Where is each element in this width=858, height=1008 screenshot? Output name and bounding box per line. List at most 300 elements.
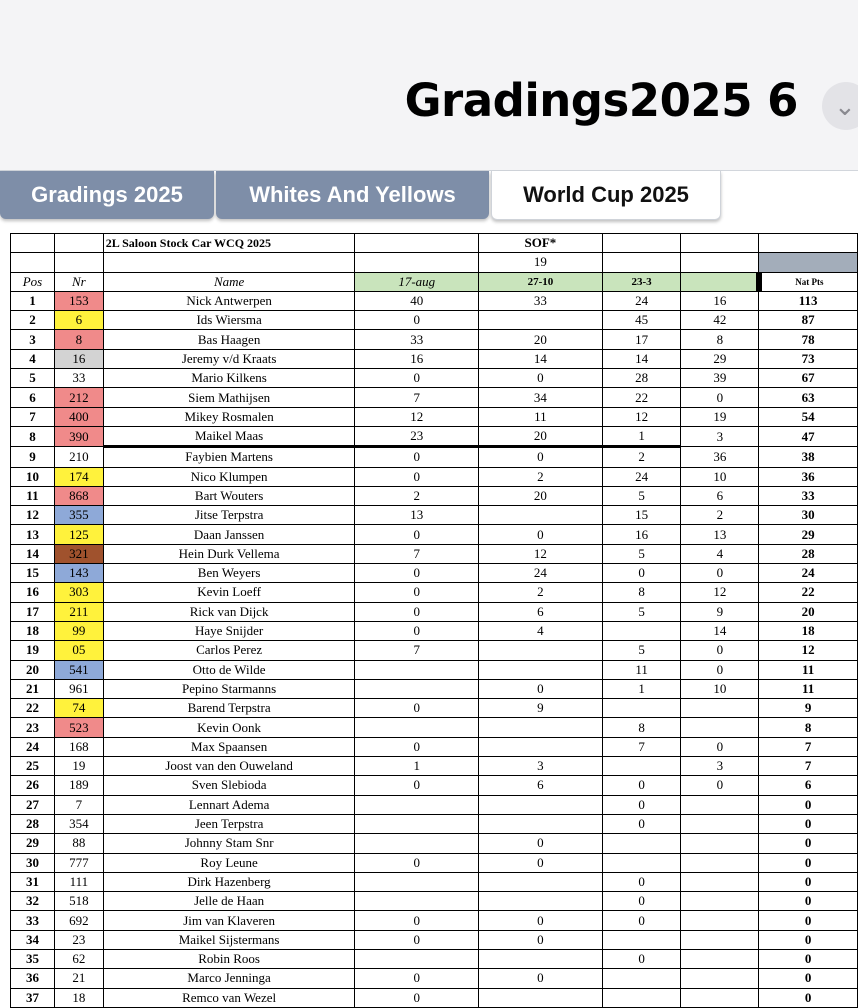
- cell-tot[interactable]: 12: [759, 641, 858, 660]
- cell-pos[interactable]: 5: [11, 369, 55, 388]
- cell-d4[interactable]: 0: [681, 388, 759, 407]
- cell-nr[interactable]: 6: [54, 311, 103, 330]
- cell-d1[interactable]: 2: [355, 486, 479, 505]
- cell-tot[interactable]: 47: [759, 426, 858, 446]
- tab-whites-and-yellows[interactable]: Whites And Yellows: [216, 171, 489, 219]
- cell-nr[interactable]: 168: [54, 737, 103, 756]
- cell-d4[interactable]: [681, 930, 759, 949]
- cell-d4[interactable]: 8: [681, 330, 759, 349]
- cell-pos[interactable]: 30: [11, 853, 55, 872]
- cell-name[interactable]: Faybien Martens: [103, 447, 355, 467]
- cell-tot[interactable]: 0: [759, 795, 858, 814]
- cell-d2[interactable]: [479, 872, 603, 891]
- cell-tot[interactable]: 36: [759, 467, 858, 486]
- cell-d1[interactable]: 0: [355, 447, 479, 467]
- cell-d2[interactable]: 6: [479, 602, 603, 621]
- cell-d4[interactable]: [681, 969, 759, 988]
- cell-d4[interactable]: [681, 795, 759, 814]
- cell-d3[interactable]: [602, 988, 681, 1007]
- cell-d1[interactable]: 12: [355, 407, 479, 426]
- cell-d4[interactable]: 39: [681, 369, 759, 388]
- cell-d4[interactable]: 9: [681, 602, 759, 621]
- cell-d2[interactable]: 34: [479, 388, 603, 407]
- cell-tot[interactable]: 28: [759, 544, 858, 563]
- cell-d3[interactable]: 0: [602, 795, 681, 814]
- cell-d2[interactable]: 11: [479, 407, 603, 426]
- cell-nr[interactable]: 111: [54, 872, 103, 891]
- cell-d2[interactable]: 3: [479, 757, 603, 776]
- cell-pos[interactable]: 34: [11, 930, 55, 949]
- cell-d3[interactable]: 17: [602, 330, 681, 349]
- cell-d1[interactable]: 23: [355, 426, 479, 446]
- cell-tot[interactable]: 78: [759, 330, 858, 349]
- cell-pos[interactable]: 13: [11, 525, 55, 544]
- header-nat-pts[interactable]: Nat Pts: [759, 272, 858, 291]
- cell-name[interactable]: Barend Terpstra: [103, 699, 355, 718]
- cell-d4[interactable]: [681, 892, 759, 911]
- cell-tot[interactable]: 20: [759, 602, 858, 621]
- cell-d3[interactable]: 1: [602, 679, 681, 698]
- cell-d1[interactable]: 0: [355, 564, 479, 583]
- cell-pos[interactable]: 22: [11, 699, 55, 718]
- cell-tot[interactable]: 87: [759, 311, 858, 330]
- cell-name[interactable]: Jeen Terpstra: [103, 814, 355, 833]
- cell-d2[interactable]: 0: [479, 525, 603, 544]
- cell-tot[interactable]: 11: [759, 679, 858, 698]
- cell-tot[interactable]: 7: [759, 737, 858, 756]
- cell-name[interactable]: Haye Snijder: [103, 621, 355, 640]
- cell-pos[interactable]: 11: [11, 486, 55, 505]
- cell-nr[interactable]: 303: [54, 583, 103, 602]
- cell-pos[interactable]: 20: [11, 660, 55, 679]
- cell-d2[interactable]: 0: [479, 969, 603, 988]
- cell-d3[interactable]: 5: [602, 486, 681, 505]
- cell-nr[interactable]: 212: [54, 388, 103, 407]
- cell-name[interactable]: Jim van Klaveren: [103, 911, 355, 930]
- cell-nr[interactable]: 400: [54, 407, 103, 426]
- cell-tot[interactable]: 38: [759, 447, 858, 467]
- cell-d2[interactable]: 4: [479, 621, 603, 640]
- cell-pos[interactable]: 8: [11, 426, 55, 446]
- cell-d1[interactable]: 7: [355, 544, 479, 563]
- cell-pos[interactable]: 12: [11, 506, 55, 525]
- cell-d1[interactable]: 0: [355, 911, 479, 930]
- header-nr[interactable]: Nr: [54, 272, 103, 291]
- sof-label[interactable]: SOF*: [479, 234, 603, 253]
- cell-pos[interactable]: 2: [11, 311, 55, 330]
- cell-tot[interactable]: 54: [759, 407, 858, 426]
- cell-pos[interactable]: 32: [11, 892, 55, 911]
- cell-d4[interactable]: [681, 911, 759, 930]
- cell-d3[interactable]: 0: [602, 911, 681, 930]
- cell-nr[interactable]: 354: [54, 814, 103, 833]
- cell-d1[interactable]: 13: [355, 506, 479, 525]
- cell-d2[interactable]: [479, 988, 603, 1007]
- cell-nr[interactable]: 62: [54, 949, 103, 968]
- cell-nr[interactable]: 74: [54, 699, 103, 718]
- cell-pos[interactable]: 29: [11, 834, 55, 853]
- cell-nr[interactable]: 143: [54, 564, 103, 583]
- cell-d3[interactable]: 0: [602, 564, 681, 583]
- header-pos[interactable]: Pos: [11, 272, 55, 291]
- cell-d4[interactable]: [681, 699, 759, 718]
- cell-d1[interactable]: 33: [355, 330, 479, 349]
- cell-nr[interactable]: 321: [54, 544, 103, 563]
- cell-d1[interactable]: [355, 660, 479, 679]
- cell-d4[interactable]: [681, 949, 759, 968]
- cell-d1[interactable]: [355, 679, 479, 698]
- cell-name[interactable]: Lennart Adema: [103, 795, 355, 814]
- cell-tot[interactable]: 0: [759, 930, 858, 949]
- cell-nr[interactable]: 18: [54, 988, 103, 1007]
- cell-nr[interactable]: 99: [54, 621, 103, 640]
- cell-nr[interactable]: 125: [54, 525, 103, 544]
- cell-d3[interactable]: 5: [602, 602, 681, 621]
- cell-d2[interactable]: [479, 892, 603, 911]
- cell-pos[interactable]: 17: [11, 602, 55, 621]
- cell-d4[interactable]: [681, 853, 759, 872]
- cell-tot[interactable]: 33: [759, 486, 858, 505]
- cell-d3[interactable]: 15: [602, 506, 681, 525]
- cell-d4[interactable]: 10: [681, 467, 759, 486]
- cell-d3[interactable]: 24: [602, 291, 681, 310]
- cell-pos[interactable]: 27: [11, 795, 55, 814]
- cell-name[interactable]: Siem Mathijsen: [103, 388, 355, 407]
- cell-d4[interactable]: 0: [681, 641, 759, 660]
- cell-pos[interactable]: 15: [11, 564, 55, 583]
- cell-d1[interactable]: 16: [355, 349, 479, 368]
- cell-d1[interactable]: 0: [355, 583, 479, 602]
- cell-d1[interactable]: 40: [355, 291, 479, 310]
- cell-pos[interactable]: 19: [11, 641, 55, 660]
- cell-d4[interactable]: 0: [681, 776, 759, 795]
- cell-pos[interactable]: 4: [11, 349, 55, 368]
- cell-tot[interactable]: 18: [759, 621, 858, 640]
- cell-d4[interactable]: 14: [681, 621, 759, 640]
- cell-d1[interactable]: [355, 949, 479, 968]
- cell-d3[interactable]: 5: [602, 544, 681, 563]
- cell-d2[interactable]: [479, 795, 603, 814]
- cell-d2[interactable]: 0: [479, 853, 603, 872]
- cell-d4[interactable]: 3: [681, 426, 759, 446]
- cell-nr[interactable]: 211: [54, 602, 103, 621]
- cell-tot[interactable]: 11: [759, 660, 858, 679]
- cell-nr[interactable]: 33: [54, 369, 103, 388]
- cell-d2[interactable]: 2: [479, 467, 603, 486]
- cell-d4[interactable]: [681, 718, 759, 737]
- cell-tot[interactable]: 8: [759, 718, 858, 737]
- cell-name[interactable]: Maikel Maas: [103, 426, 355, 446]
- cell-name[interactable]: Jeremy v/d Kraats: [103, 349, 355, 368]
- cell-name[interactable]: Maikel Sijstermans: [103, 930, 355, 949]
- header-date-4[interactable]: [681, 272, 759, 291]
- cell-nr[interactable]: 8: [54, 330, 103, 349]
- cell-d3[interactable]: 0: [602, 814, 681, 833]
- cell-d2[interactable]: 0: [479, 447, 603, 467]
- cell-d2[interactable]: 0: [479, 834, 603, 853]
- cell-tot[interactable]: 0: [759, 872, 858, 891]
- cell-name[interactable]: Pepino Starmanns: [103, 679, 355, 698]
- cell-name[interactable]: Robin Roos: [103, 949, 355, 968]
- cell-pos[interactable]: 3: [11, 330, 55, 349]
- cell-name[interactable]: Jitse Terpstra: [103, 506, 355, 525]
- cell-pos[interactable]: 16: [11, 583, 55, 602]
- cell-nr[interactable]: 355: [54, 506, 103, 525]
- cell-pos[interactable]: 18: [11, 621, 55, 640]
- cell-d4[interactable]: [681, 814, 759, 833]
- cell-d3[interactable]: 8: [602, 583, 681, 602]
- cell-d3[interactable]: 45: [602, 311, 681, 330]
- cell-d2[interactable]: [479, 506, 603, 525]
- cell-pos[interactable]: 9: [11, 447, 55, 467]
- cell-name[interactable]: Kevin Loeff: [103, 583, 355, 602]
- cell-tot[interactable]: 113: [759, 291, 858, 310]
- header-date-1[interactable]: 17-aug: [355, 272, 479, 291]
- cell-d1[interactable]: 0: [355, 969, 479, 988]
- cell-d1[interactable]: [355, 795, 479, 814]
- cell-d3[interactable]: 5: [602, 641, 681, 660]
- cell-tot[interactable]: 0: [759, 834, 858, 853]
- cell-name[interactable]: Bas Haagen: [103, 330, 355, 349]
- cell-d3[interactable]: 28: [602, 369, 681, 388]
- cell-tot[interactable]: 7: [759, 757, 858, 776]
- cell-name[interactable]: Max Spaansen: [103, 737, 355, 756]
- cell-tot[interactable]: 22: [759, 583, 858, 602]
- cell-d2[interactable]: 33: [479, 291, 603, 310]
- cell-d3[interactable]: 22: [602, 388, 681, 407]
- header-date-2[interactable]: 27-10: [479, 272, 603, 291]
- cell-tot[interactable]: 24: [759, 564, 858, 583]
- cell-name[interactable]: Joost van den Ouweland: [103, 757, 355, 776]
- cell-name[interactable]: Rick van Dijck: [103, 602, 355, 621]
- cell-d2[interactable]: 0: [479, 679, 603, 698]
- cell-d2[interactable]: [479, 949, 603, 968]
- cell-d1[interactable]: 0: [355, 930, 479, 949]
- cell-name[interactable]: Nico Klumpen: [103, 467, 355, 486]
- cell-pos[interactable]: 35: [11, 949, 55, 968]
- header-date-3[interactable]: 23-3: [602, 272, 681, 291]
- cell-d2[interactable]: [479, 814, 603, 833]
- cell-tot[interactable]: 0: [759, 988, 858, 1007]
- cell-nr[interactable]: 523: [54, 718, 103, 737]
- cell-pos[interactable]: 1: [11, 291, 55, 310]
- cell-d1[interactable]: 0: [355, 776, 479, 795]
- cell-d4[interactable]: 0: [681, 564, 759, 583]
- cell-d1[interactable]: 0: [355, 467, 479, 486]
- cell-name[interactable]: Bart Wouters: [103, 486, 355, 505]
- cell-name[interactable]: Nick Antwerpen: [103, 291, 355, 310]
- cell-nr[interactable]: 23: [54, 930, 103, 949]
- cell-d3[interactable]: 0: [602, 872, 681, 891]
- cell-d1[interactable]: 1: [355, 757, 479, 776]
- cell-pos[interactable]: 37: [11, 988, 55, 1007]
- cell-nr[interactable]: 189: [54, 776, 103, 795]
- cell-d1[interactable]: [355, 834, 479, 853]
- cell-tot[interactable]: 9: [759, 699, 858, 718]
- cell-d4[interactable]: 2: [681, 506, 759, 525]
- cell-d4[interactable]: 12: [681, 583, 759, 602]
- cell-d2[interactable]: [479, 641, 603, 660]
- cell-nr[interactable]: 541: [54, 660, 103, 679]
- sof-value[interactable]: 19: [479, 253, 603, 272]
- cell-tot[interactable]: 30: [759, 506, 858, 525]
- cell-name[interactable]: Ben Weyers: [103, 564, 355, 583]
- cell-d1[interactable]: 0: [355, 602, 479, 621]
- header-name[interactable]: Name: [103, 272, 355, 291]
- cell-d1[interactable]: 0: [355, 988, 479, 1007]
- cell-d3[interactable]: [602, 930, 681, 949]
- cell-nr[interactable]: 21: [54, 969, 103, 988]
- cell-nr[interactable]: 16: [54, 349, 103, 368]
- chevron-down-icon[interactable]: ⌄: [822, 82, 858, 130]
- cell-d4[interactable]: 36: [681, 447, 759, 467]
- cell-d2[interactable]: 0: [479, 911, 603, 930]
- cell-d4[interactable]: 0: [681, 660, 759, 679]
- cell-d1[interactable]: [355, 718, 479, 737]
- cell-tot[interactable]: 67: [759, 369, 858, 388]
- cell-name[interactable]: Jelle de Haan: [103, 892, 355, 911]
- cell-name[interactable]: Marco Jenninga: [103, 969, 355, 988]
- cell-nr[interactable]: 210: [54, 447, 103, 467]
- cell-nr[interactable]: 7: [54, 795, 103, 814]
- cell-d2[interactable]: 0: [479, 369, 603, 388]
- cell-d3[interactable]: [602, 621, 681, 640]
- cell-d4[interactable]: 3: [681, 757, 759, 776]
- cell-d1[interactable]: 7: [355, 388, 479, 407]
- cell-nr[interactable]: 518: [54, 892, 103, 911]
- cell-d4[interactable]: 0: [681, 737, 759, 756]
- cell-d4[interactable]: 16: [681, 291, 759, 310]
- cell-d2[interactable]: 2: [479, 583, 603, 602]
- cell-name[interactable]: Mikey Rosmalen: [103, 407, 355, 426]
- cell-name[interactable]: Daan Janssen: [103, 525, 355, 544]
- cell-name[interactable]: Hein Durk Vellema: [103, 544, 355, 563]
- cell-d4[interactable]: 10: [681, 679, 759, 698]
- cell-d2[interactable]: [479, 737, 603, 756]
- cell-d2[interactable]: 0: [479, 930, 603, 949]
- cell-name[interactable]: Mario Kilkens: [103, 369, 355, 388]
- cell-pos[interactable]: 21: [11, 679, 55, 698]
- cell-d3[interactable]: 24: [602, 467, 681, 486]
- cell-d4[interactable]: [681, 872, 759, 891]
- cell-pos[interactable]: 26: [11, 776, 55, 795]
- cell-d4[interactable]: 13: [681, 525, 759, 544]
- cell-d4[interactable]: 6: [681, 486, 759, 505]
- cell-pos[interactable]: 14: [11, 544, 55, 563]
- gray-header-cell[interactable]: [759, 253, 858, 272]
- cell-d1[interactable]: [355, 872, 479, 891]
- cell-d3[interactable]: 11: [602, 660, 681, 679]
- cell-d1[interactable]: 0: [355, 699, 479, 718]
- cell-name[interactable]: Sven Slebioda: [103, 776, 355, 795]
- cell-d3[interactable]: 2: [602, 447, 681, 467]
- cell-d3[interactable]: 0: [602, 776, 681, 795]
- cell-pos[interactable]: 33: [11, 911, 55, 930]
- cell-d2[interactable]: 20: [479, 486, 603, 505]
- cell-d4[interactable]: [681, 834, 759, 853]
- cell-d3[interactable]: [602, 969, 681, 988]
- cell-name[interactable]: Johnny Stam Snr: [103, 834, 355, 853]
- cell-d2[interactable]: [479, 718, 603, 737]
- cell-pos[interactable]: 7: [11, 407, 55, 426]
- cell-nr[interactable]: 390: [54, 426, 103, 446]
- cell-nr[interactable]: 88: [54, 834, 103, 853]
- cell-d3[interactable]: 8: [602, 718, 681, 737]
- cell-name[interactable]: Roy Leune: [103, 853, 355, 872]
- cell-d4[interactable]: 4: [681, 544, 759, 563]
- cell-tot[interactable]: 0: [759, 949, 858, 968]
- cell-pos[interactable]: 6: [11, 388, 55, 407]
- cell-tot[interactable]: 0: [759, 853, 858, 872]
- cell-d1[interactable]: 7: [355, 641, 479, 660]
- cell-d3[interactable]: 14: [602, 349, 681, 368]
- cell-pos[interactable]: 23: [11, 718, 55, 737]
- cell-name[interactable]: Carlos Perez: [103, 641, 355, 660]
- cell-tot[interactable]: 29: [759, 525, 858, 544]
- cell-pos[interactable]: 31: [11, 872, 55, 891]
- cell-d1[interactable]: 0: [355, 311, 479, 330]
- cell-d1[interactable]: 0: [355, 737, 479, 756]
- cell-name[interactable]: Kevin Oonk: [103, 718, 355, 737]
- sheet-title[interactable]: 2L Saloon Stock Car WCQ 2025: [103, 234, 355, 253]
- cell-tot[interactable]: 73: [759, 349, 858, 368]
- cell-d3[interactable]: [602, 757, 681, 776]
- cell-d1[interactable]: 0: [355, 369, 479, 388]
- cell-nr[interactable]: 961: [54, 679, 103, 698]
- cell-d2[interactable]: 6: [479, 776, 603, 795]
- cell-d2[interactable]: 24: [479, 564, 603, 583]
- cell-pos[interactable]: 25: [11, 757, 55, 776]
- cell-d2[interactable]: 20: [479, 330, 603, 349]
- cell-tot[interactable]: 0: [759, 814, 858, 833]
- cell-d3[interactable]: 0: [602, 949, 681, 968]
- cell-d3[interactable]: 1: [602, 426, 681, 446]
- cell-d1[interactable]: 0: [355, 525, 479, 544]
- cell-d3[interactable]: [602, 699, 681, 718]
- cell-d1[interactable]: [355, 892, 479, 911]
- cell-d1[interactable]: 0: [355, 621, 479, 640]
- cell-d1[interactable]: [355, 814, 479, 833]
- cell-d2[interactable]: 14: [479, 349, 603, 368]
- cell-d4[interactable]: 29: [681, 349, 759, 368]
- cell-d3[interactable]: 7: [602, 737, 681, 756]
- cell-tot[interactable]: 0: [759, 969, 858, 988]
- cell-pos[interactable]: 24: [11, 737, 55, 756]
- cell-pos[interactable]: 10: [11, 467, 55, 486]
- cell-name[interactable]: Ids Wiersma: [103, 311, 355, 330]
- cell-pos[interactable]: 28: [11, 814, 55, 833]
- cell-pos[interactable]: 36: [11, 969, 55, 988]
- cell-tot[interactable]: 0: [759, 911, 858, 930]
- cell-nr[interactable]: 153: [54, 291, 103, 310]
- cell-name[interactable]: Dirk Hazenberg: [103, 872, 355, 891]
- cell-d2[interactable]: 12: [479, 544, 603, 563]
- tab-world-cup-2025[interactable]: World Cup 2025: [491, 171, 721, 220]
- cell-d2[interactable]: 20: [479, 426, 603, 446]
- cell-nr[interactable]: 05: [54, 641, 103, 660]
- cell-d4[interactable]: 42: [681, 311, 759, 330]
- cell-name[interactable]: Otto de Wilde: [103, 660, 355, 679]
- cell-d3[interactable]: 0: [602, 892, 681, 911]
- cell-d4[interactable]: 19: [681, 407, 759, 426]
- cell-tot[interactable]: 0: [759, 892, 858, 911]
- cell-d2[interactable]: 9: [479, 699, 603, 718]
- cell-d3[interactable]: 16: [602, 525, 681, 544]
- cell-d3[interactable]: [602, 853, 681, 872]
- cell-d2[interactable]: [479, 660, 603, 679]
- cell-nr[interactable]: 692: [54, 911, 103, 930]
- cell-d3[interactable]: 12: [602, 407, 681, 426]
